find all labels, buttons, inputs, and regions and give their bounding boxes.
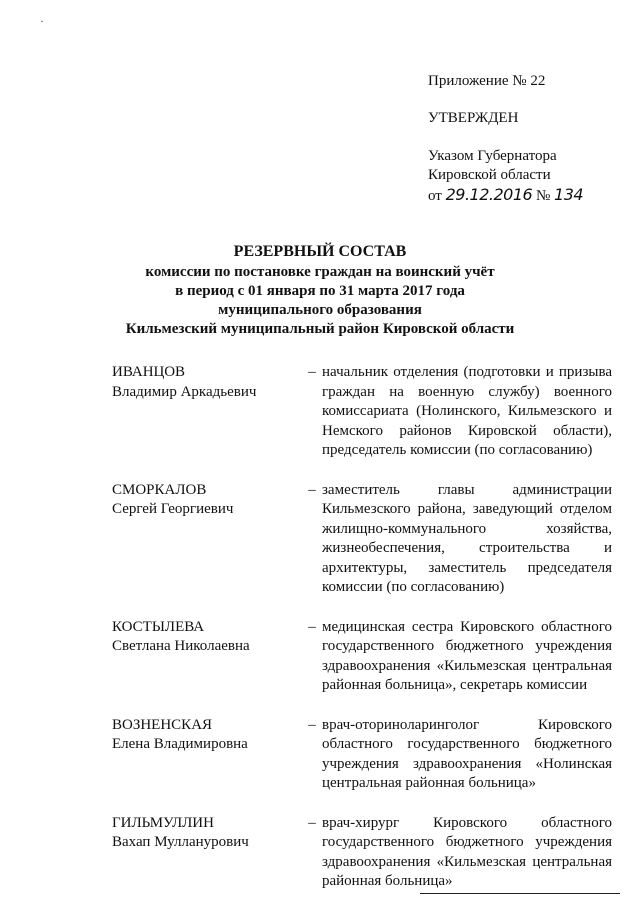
appendix-label: Приложение № 22: [428, 73, 546, 89]
member-role: врач-оториноларинголог Кировского областного государственного бюджетного учреждения здравоохранения «Нолинская центральная районная больница»: [322, 716, 612, 791]
decree-line-2: Кировской области: [428, 167, 551, 183]
approval-block: [428, 72, 628, 206]
member-entry: [112, 618, 612, 696]
stray-mark: ·: [40, 14, 44, 28]
document-title: [0, 242, 640, 339]
title-line-3: муниципального образования: [218, 302, 422, 318]
decree-date-line: [428, 185, 628, 206]
member-entry: [112, 716, 612, 794]
decree-number-handwritten: 134: [554, 185, 584, 204]
member-surname: ВОЗНЕНСКАЯ: [112, 716, 213, 733]
number-prefix: №: [535, 188, 551, 204]
title-main: РЕЗЕРВНЫЙ СОСТАВ: [233, 243, 407, 260]
member-name: [112, 363, 302, 461]
member-surname: ИВАНЦОВ: [112, 364, 186, 380]
member-role: врач-хирург Кировского областного государственного бюджетного учреждения здравоохранения «Кильмезская центральная районная больница»: [322, 814, 612, 889]
member-name: [112, 618, 302, 696]
member-entry: [112, 363, 612, 461]
dash-separator: –: [308, 716, 316, 733]
member-surname: СМОРКАЛОВ: [112, 481, 207, 498]
approved-label: УТВЕРЖДЕН: [428, 110, 519, 126]
dash-separator: –: [308, 481, 316, 498]
date-prefix: от: [428, 188, 442, 204]
member-list: [112, 363, 612, 892]
member-name: [112, 716, 302, 794]
member-surname: КОСТЫЛЕВА: [112, 618, 205, 635]
dash-separator: –: [308, 618, 316, 635]
member-surname: ГИЛЬМУЛЛИН: [112, 814, 214, 831]
member-given-names: Вахап Мулланурович: [112, 834, 249, 850]
member-name: [112, 814, 302, 892]
footer-rule: [420, 893, 620, 894]
member-role: медицинская сестра Кировского областного государственного бюджетного учреждения здравоохранения «Кильмезская центральная районная больница», секретарь комиссии: [322, 618, 612, 693]
member-name: [112, 481, 302, 598]
title-line-4: Кильмезский муниципальный район Кировской области: [125, 321, 515, 337]
title-line-1: комиссии по постановке граждан на воинский учёт: [145, 264, 495, 280]
member-given-names: Владимир Аркадьевич: [112, 383, 257, 400]
dash-separator: –: [308, 814, 316, 831]
member-entry: [112, 481, 612, 598]
dash-separator: –: [308, 364, 316, 380]
member-given-names: Сергей Георгиевич: [112, 501, 234, 517]
member-given-names: Елена Владимировна: [112, 736, 248, 752]
title-line-2: в период с 01 января по 31 марта 2017 года: [175, 283, 465, 299]
member-role: заместитель главы администрации Кильмезского района, заведующий отделом жилищно-коммунального хозяйства, жизнеобеспечения, строительства и архитектуры, заместитель председателя комиссии (по согласованию): [322, 481, 612, 595]
member-entry: [112, 814, 612, 892]
decree-date-handwritten: 29.12.2016: [445, 185, 533, 204]
decree-line-1: Указом Губернатора: [428, 148, 557, 164]
member-given-names: Светлана Николаевна: [112, 638, 250, 654]
member-role: начальник отделения (подготовки и призыва граждан на военную службу) военного комиссариата (Нолинского, Кильмезского и Немского районов Кировской области), председатель комиссии (по согласованию): [322, 364, 612, 458]
